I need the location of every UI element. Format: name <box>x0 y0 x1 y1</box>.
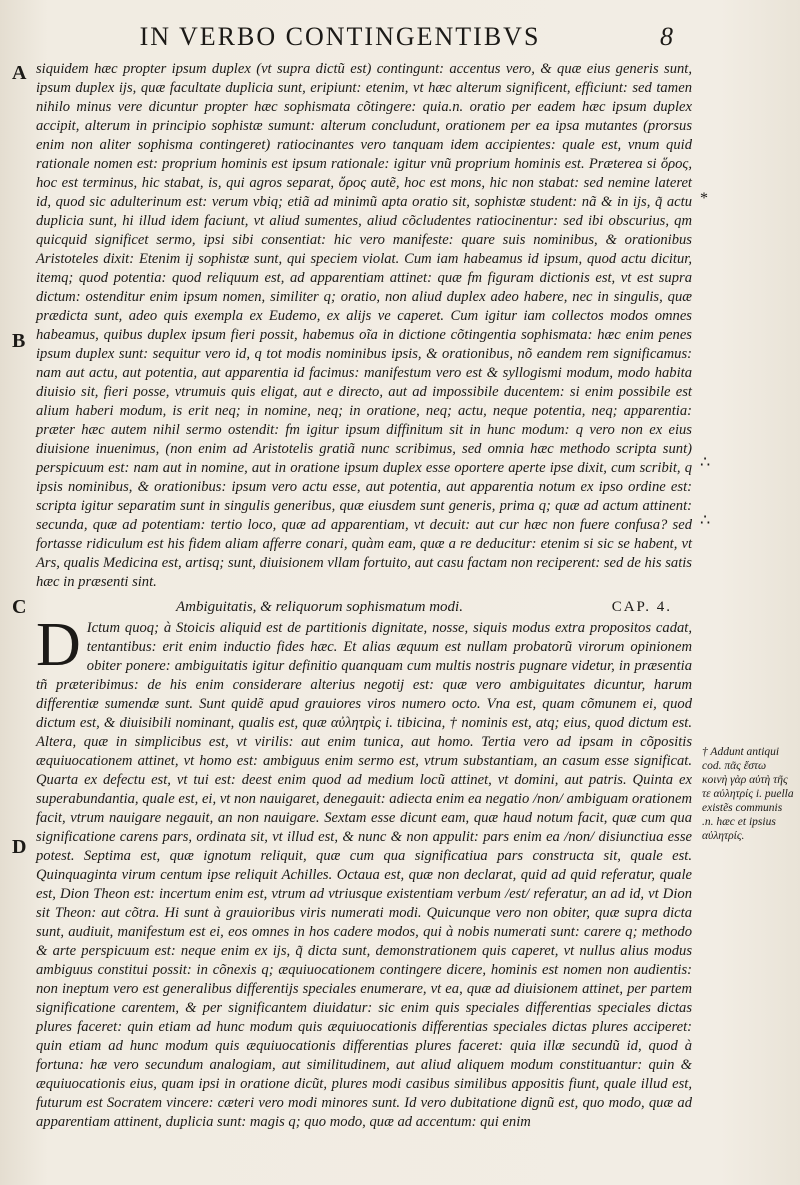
section-marker-d: D <box>12 836 27 858</box>
marginal-note: † Addunt antiqui cod. πᾶς ἔστω κοινὴ γὰρ αὐτὴ τῆς τε αὐλητρίς i. puella existẽs communis .n. hæc et ipsius αὐλητρίς. <box>702 746 794 842</box>
margin-asterisk: * <box>700 190 708 207</box>
drop-capital: D <box>36 611 81 679</box>
margin-dots-2: ∴ <box>700 512 711 529</box>
section-marker-a: A <box>12 62 27 84</box>
chapter-title: Ambiguitatis, & reliquorum sophismatum modi. <box>176 599 463 615</box>
section-marker-c: C <box>12 596 27 618</box>
margin-dots-1: ∴ <box>700 454 711 471</box>
chapter-heading <box>36 598 692 617</box>
running-head: IN VERBO CONTINGENTIBVS <box>139 22 541 51</box>
page-number: 8 <box>660 22 673 51</box>
section-marker-b: B <box>12 330 26 352</box>
chapter-number: CAP. 4. <box>611 599 672 615</box>
paragraph-1: siquidem hæc propter ipsum duplex (vt supra dictũ est) contingunt: accentus vero, & quæ eius generis sunt, ipsum duplex ijs, quæ facultate duplicia sunt, eripiunt: etenim, vt hæc alterum significent, efficiunt: sed tamen nihilo minus vere dicuntur propter hæc sophismata cõtingere: quia.n. oratio per eadem hæc ipsum duplex accipit, alterum in principio sophistæ sumunt: alterum concludunt, orationem per ea ipsa mutantes (prorsus enim non aliter sophisma contingeret) ratiocinantes vero tanquam idem accipientes: quale est, vnum quid rationale nomen est: proprium hominis est ipsum rationale: igitur vnũ proprium hominis est. Præterea si ὅρος, hoc est terminus, hic stabat, is, qui agros separat, ὄρος autẽ, hoc est mons, hic non stabat: sed nemine lateret id, quod sic adulterinum est: verum vbiq; etiã ad minimũ apta oratio sit, sophistæ student: nã & in ijs, q̃ actu duplicia sunt, hi illud idem faciunt, vt aliud sumentes, aliud cõcludentes ratiocinentur: sed ibi obscurius, qm quicquid significet sermo, ipsi sibi consentiat: hic vero manifeste: quare suis nominibus, & orationibus Aristoteles dixit: Etenim ij sophistæ sunt, qui speciem violat. Cum iam habeamus id ipsum, quod actu dicitur, itemq; quod potentia: quod reliquum est, ad apparentiam attinet: quæ fm figuram dictionis est, vt est supra dictum: ostenditur enim ipsum nomen, similiter q; oratio, non aliud duplex adeo habere, nec in singulis, quæ prædicta sunt, adeo quis exempla ex Eudemo, ex alijs ve caperet. Cum igitur iam collectos modos omnes habeamus, quibus duplex ipsum fieri possit, habemus oĩa in dictione cõtingentia sophismata: hæc enim penes ipsum duplex sunt: sequitur vero id, q tot modis nominibus ipsis, & orationibus, nõ eandem rem significamus: nam aut actu, aut potentia, aut apparentia id facimus: manifestum vero est & syllogismi modum, modo habita diuisio sit, fieri posse, vtrumuis quis eligat, aut e directo, aut ad impossibile ducentem: si enim possibile est alium haberi modum, is erit neq; in nomine, neq; in oratione, neq; actu, neque potentia, neq; apparentia: præter hæc autem nihil sermo ostendit: fm igitur ipsum diffinitum sit in hunc modum: q vero non ex eius diuisione inuenimus, (non enim ad Aristotelis gratiã nunc scribimus, sed omnia hæc methodo scripta sunt) perspicuum est: nam aut in nomine, aut in oratione ipsum duplex esse oportere aperte ipse dixit, cum scribit, q ipsis nominibus, & orationibus: ipsum vero actu esse, aut potentia, aut apparentia notum ex ipso ordine est: scripta igitur separatim sunt in singulis generibus, quæ eiusdem sunt generis, prima q; quæ ad actum attinent: secunda, quæ ad potentiam: tertio loco, quæ ad apparentiam, vt decuit: aut cur hæc non fuere confusa? sed fortasse ridiculum est his fidem aliam afferre conari, quàm eam, quæ a re deducitur: etenim si sic se habent, vt Ars, qualis Medicina est, artisq; sunt, diuisionem vllam fortuito, aut casu factam non reciperent: sed de his satis hæc in præsenti sint. <box>36 61 692 590</box>
paragraph-2 <box>36 611 692 1132</box>
main-text <box>36 60 692 1132</box>
paragraph-2-text: Ictum quoq; à Stoicis aliquid est de partitionis dignitate, nosse, siquis modus extra propositos cadat, tentantibus: erit enim inductio fides hæc. Et alias æquum est nullam probatorũ virorum opinionem obiter ponere: ambiguitatis igitur definitio quanquam cum multis nostris pugnare videtur, in præsentia tñ præteribimus: de his enim considerare alterius negotij est: quæ vero ambiguitates dicuntur, harum differentiæ sumendæ sunt. Sunt quidẽ apud grauiores viros numero octo. Vna est, quam cõmunem ei, quod dictum est, & diuisibili nominant, qualis est, quæ αὐλητρὶς i. tibicina, † nominis est, atq; eius, quod dictum est. Altera, quæ in simplicibus est, vt virilis: aut enim tunica, aut homo. Tertia vero ad ipsam in cõpositis æquiuocationem attinet, vt homo est: ambiguus enim sermo est, vtrum substantiam, an casum esse significat. Quarta ex defectu est, vt tui est: deest enim quod ad medium locũ attinet, vt domini, aut patris. Quinta ex superabundantia, quale est, ei, vt non nauigaret, denegauit: adiecta enim ea negatio /non/ ambiguam orationem facit, vtrum nauigare negauit, an non nauigare. Sextam esse dicunt eam, quæ haud notum facit, quæ cum qua significatione carens pars, ordinata sit, vt illud est, & nunc & non appulit: pars enim ea /non/ disiunctiua esse potest. Septima est, quæ ignotum reliquit, quæ cum qua significatiua pars constructa sit, quale est. Quinquaginta virum centum ipse reliquit Achilles. Octaua est, quæ non declarat, quid ad quid referatur, quale est, Dion Theon est: incertum enim est, vtrum ad vtriusque existentiam verbum /est/ referatur, an ad id, vt Dion sit Theon: aut cõtra. Hi sunt à grauioribus viris numerati modi. Quicunque vero non obiter, quæ supra dicta sunt, audiuit, manifestum est ei, eos omnes in hos cadere modos, qui à nobis numerati sunt: carere q; methodo & arte perspicuum est: neque enim ex ijs, q̃ dicta sunt, demonstrationem quis caperet, vt nullus alius modus ambiguus constitui possit: in cõnexis q; æquiuocationem contingere dicere, hominis est nomen non audientis: non ineptum vero est generalibus differentijs speciales enumerare, vt ea, quæ ad diuisionem attinet, per partem significatione carentem, & per significantem diuidatur: sic enim quis speciales differentias speciales dictas plures faceret: quin etiam ad hunc modum quis æquiuocationis differentias speciales dictas plures acciperet: quin etiam ad hunc modum quis æquiuocationis differentias plures faceret: quia illæ secundũ id, quod à fortuna: hæ vero secundum analogiam, aut similitudinem, aut aliud aliquem modum constituantur: quin & æquiuocationis eius, quam ipsi in oratione dicũt, plures modi casibus similibus appositis fiunt, quale illud est, futurum est Socratem vincere: cæteri vero modi minores sunt. Id vero dubitatione dignũ est, quo modo, quæ ad apparentiam attinent, duplicia sunt: magis q; quo modo, quæ ad accentum: qui enim <box>36 620 692 1130</box>
